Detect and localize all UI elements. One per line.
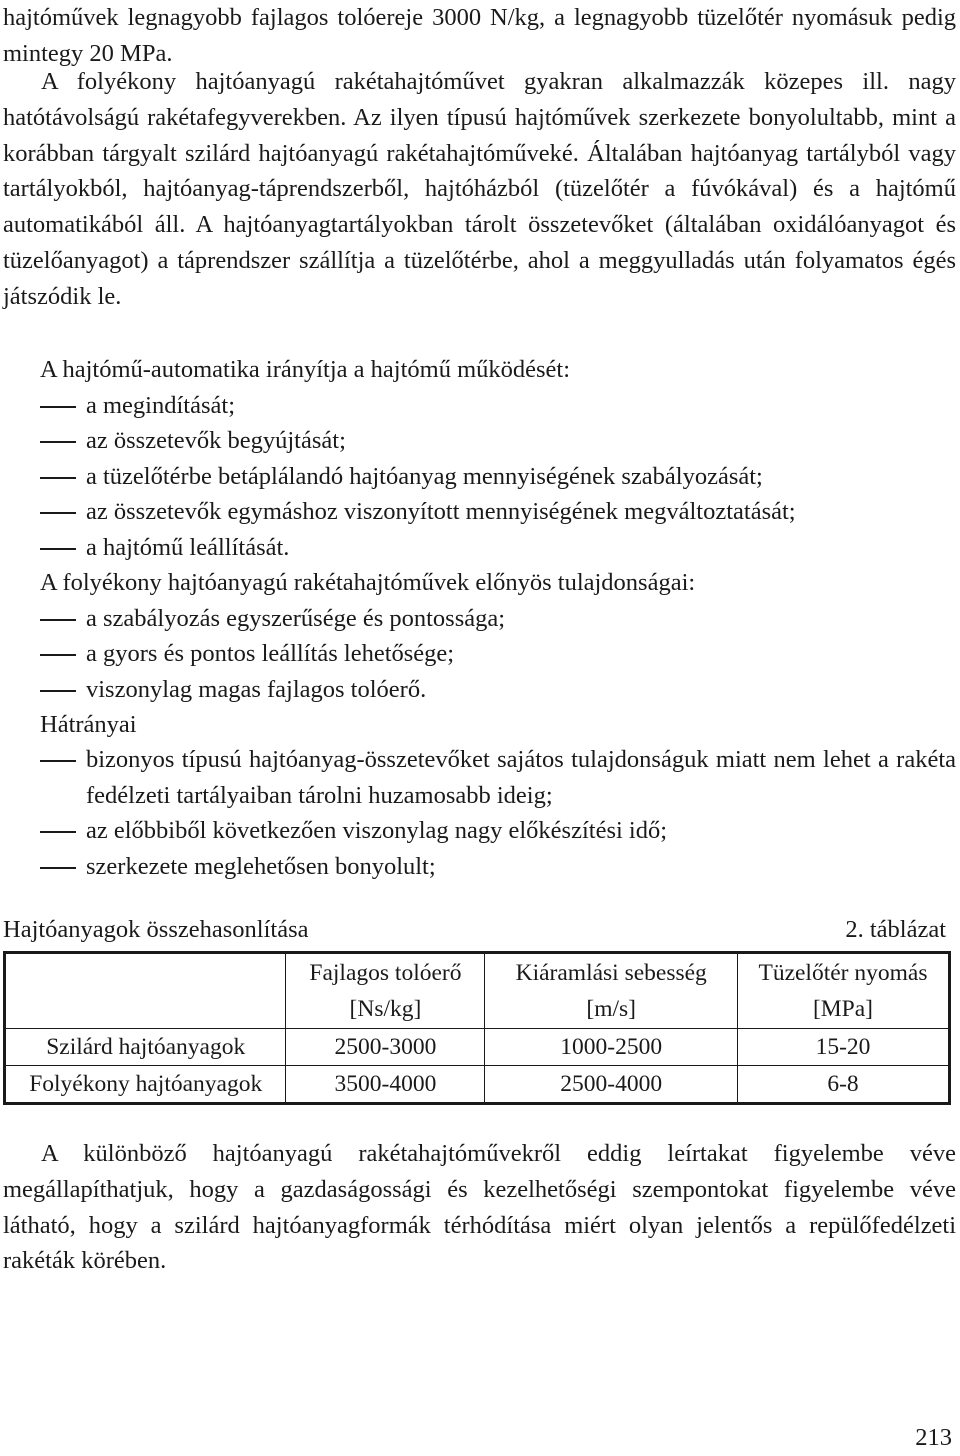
table-cell: 15-20: [737, 1029, 949, 1066]
dash-icon: [40, 654, 76, 656]
table-header-cell: Kiáramlási sebesség [m/s]: [485, 953, 738, 1029]
paragraph-intro: hajtóművek legnagyobb fajlagos tolóereje 3000 N/kg, a legnagyobb tüzelőtér nyomásuk pedig mintegy 20 MPa.: [3, 4, 956, 67]
table-header-cell: Tüzelőtér nyomás [MPa]: [737, 953, 949, 1029]
dash-icon: [40, 690, 76, 692]
table-number: 2. táblázat: [845, 916, 946, 943]
dash-icon: [40, 406, 76, 408]
dash-icon: [40, 760, 76, 762]
automatics-heading: A hajtómű-automatika irányítja a hajtómű működését:: [40, 356, 571, 383]
dash-icon: [40, 512, 76, 514]
dash-icon: [40, 619, 76, 621]
table-caption: Hajtóanyagok összehasonlítása: [3, 916, 309, 943]
disadvantages-heading: Hátrányai: [40, 711, 137, 738]
paragraph-liquid-engines: A folyékony hajtóanyagú rakétahajtóművet gyakran alkalmazzák közepes ill. nagy hatótávolságú rakétafegyverekben. Az ilyen típusú hajtóművek szerkezete bonyolultabb, mint a korábban tárgyalt szilárd hajtóanyagú rakétahajtóműveké. Általában hajtóanyag tartályból vagy tartályokból, hajtóanyag-táprendszerből, hajtóházból (tüzelőtér a fúvókával) és a hajtómű automatikából áll. A hajtóanyagtartályokban tárolt összetevőket (általában oxidálóanyagot és tüzelőanyagot) a táprendszer szállítja a tüzelőtérbe, ahol a meggyulladás után folyamatos égés játszódik le.: [3, 68, 956, 310]
table-row: [5, 1029, 950, 1066]
comparison-table: [3, 951, 951, 1105]
table-header-cell: [5, 953, 286, 1029]
table-cell: 1000-2500: [485, 1029, 738, 1066]
advantages-heading: A folyékony hajtóanyagú rakétahajtóművek előnyös tulajdonságai:: [40, 569, 696, 596]
table-header-row: [5, 953, 950, 1029]
dash-icon: [40, 867, 76, 869]
dash-icon: [40, 548, 76, 550]
document-page: hajtóművek legnagyobb fajlagos tolóereje 3000 N/kg, a legnagyobb tüzelőtér nyomásuk pedig mintegy 20 MPa. A folyékony hajtóanyagú rakétahajtóművet gyakran alkalmazzák közepes ill. nagy hatótávolságú rakétafegyverekben. Az ilyen típusú hajtóművek szerkezete bonyolultabb, mint a korábban tárgyalt szilárd hajtóanyagú rakétahajtóműveké. Általában hajtóanyag tartályból vagy tartályokból, hajtóanyag-táprendszerből, hajtóházból (tüzelőtér a fúvókával) és a hajtómű automatikából áll. A hajtóanyagtartályokban tárolt összetevőket (általában oxidálóanyagot és tüzelőanyagot) a táprendszer szállítja a tüzelőtérbe, ahol a meggyulladás után folyamatos égés játszódik le. A hajtómű-automatika irányítja a hajtómű működését: a megindítását; az összetevők begyújtását; a tüzelőtérbe betáplálandó hajtóanyag mennyiségének szabályozását; az összetevők egymáshoz viszonyított mennyiségének megváltoztatását; a hajtómű leállítását. A folyékony hajtóanyagú rakétahajtóművek előnyös tulajdonságai: a szabályozás egyszerűsége és pontossága; a gyors és pontos leállítás lehetősége; viszonylag magas fajlagos tolóerő. Hátrányai bizonyos típusú hajtóanyag-összetevőket sajátos tulajdonságuk miatt nem lehet a rakéta fedélzeti tartályaiban tárolni huzamosabb ideig; az előbbiből következően viszonylag nagy előkészítési idő; szerkezete meglehetősen bonyolult; Hajtóanyagok összehasonlítása 2. táblázat Fajlagos tolóerő [Ns/kg] Kiáramlási sebesség [m/s] Tüzelőtér nyomás [MPa] Szilárd hajtóanyagok 2500-3000 1000-2500 15-20 Folyékony hajtóanyagok 3500-4000 2500-4000 6-8 A különböző hajtóanyagú rakétahajtóművekről eddig leírtakat figyelembe véve megállapíthatjuk, hogy a gazdaságossági és kezelhetőségi szempontokat figyelembe véve látható, hogy a szilárd hajtóanyagformák térhódítása miért olyan jelentős a repülőfedélzeti rakéták körében. 213: [0, 0, 960, 1453]
dash-icon: [40, 831, 76, 833]
table-cell: 6-8: [737, 1066, 949, 1104]
dash-icon: [40, 477, 76, 479]
page-number: 213: [915, 1424, 952, 1451]
paragraph-conclusion: A különböző hajtóanyagú rakétahajtóművekről eddig leírtakat figyelembe véve megállapíthatjuk, hogy a gazdaságossági és kezelhetőségi szempontokat figyelembe véve látható, hogy a szilárd hajtóanyagformák térhódítása miért olyan jelentős a repülőfedélzeti rakéták körében.: [3, 1140, 956, 1275]
table-cell: 2500-3000: [286, 1029, 485, 1066]
table-cell: 2500-4000: [485, 1066, 738, 1104]
table-cell: Folyékony hajtóanyagok: [5, 1066, 286, 1104]
dash-icon: [40, 441, 76, 443]
table-cell: 3500-4000: [286, 1066, 485, 1104]
table-cell: Szilárd hajtóanyagok: [5, 1029, 286, 1066]
table-row: [5, 1066, 950, 1104]
table-header-cell: Fajlagos tolóerő [Ns/kg]: [286, 953, 485, 1029]
